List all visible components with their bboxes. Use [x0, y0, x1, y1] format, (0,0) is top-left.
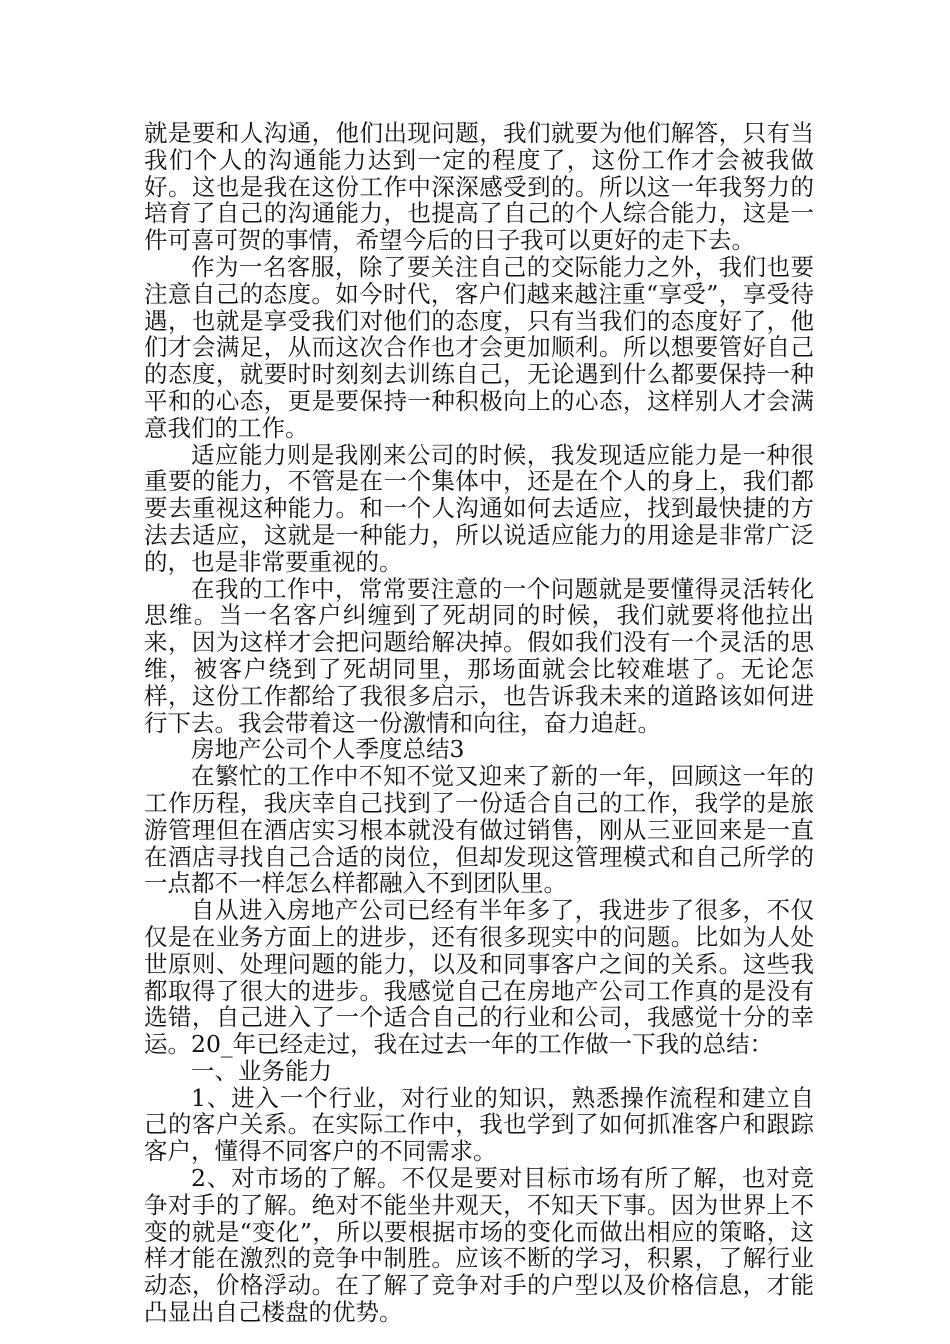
paragraph-attitude: 作为一名客服，除了要关注自己的交际能力之外，我们也要注意自己的态度。如今时代，客户们越来越注重“享受”，享受待遇，也就是享受我们对他们的态度，只有当我们的态度好了，他们才会满足，从而这次合作也才会更加顺利。所以想要管好自己的态度，就要时时刻刻去训练自己，无论遇到什么都要保持一种平和的心态，更是要保持一种积极向上的心态，这样别人才会满意我们的工作。 — [144, 252, 814, 442]
list-item-industry: 1、进入一个行业，对行业的知识，熟悉操作流程和建立自己的客户关系。在实际工作中，我也学到了如何抓准客户和跟踪客户，懂得不同客户的不同需求。 — [144, 1083, 814, 1166]
paragraph-progress: 自从进入房地产公司已经有半年多了，我进步了很多，不仅仅是在业务方面上的进步，还有很多现实中的问题。比如为人处世原则、处理问题的能力，以及和同事客户之间的关系。这些我都取得了很大的进步。我感觉自己在房地产公司工作真的是没有选错，自己进入了一个适合自己的行业和公司，我感觉十分的幸运。20_年已经走过，我在过去一年的工作做一下我的总结： — [144, 896, 814, 1059]
paragraph-flexible-thinking: 在我的工作中，常常要注意的一个问题就是要懂得灵活转化思维。当一名客户纠缠到了死胡同的时候，我们就要将他拉出来，因为这样才会把问题给解决掉。假如我们没有一个灵活的思维，被客户绕到了死胡同里，那场面就会比较难堪了。无论怎样，这份工作都给了我很多启示，也告诉我未来的道路该如何进行下去。我会带着这一份激情和向往，奋力追赶。 — [144, 574, 814, 737]
paragraph-adaptability: 适应能力则是我刚来公司的时候，我发现适应能力是一种很重要的能力，不管是在一个集体中，还是在个人的身上，我们都要去重视这种能力。和一个人沟通如何去适应，找到最快捷的方法去适应，这就是一种能力，所以说适应能力的用途是非常广泛的，也是非常要重视的。 — [144, 440, 814, 576]
section-heading: 房地产公司个人季度总结3 — [191, 735, 465, 764]
paragraph-communication: 就是要和人沟通，他们出现问题，我们就要为他们解答，只有当我们个人的沟通能力达到一定的程度了，这份工作才会被我做好。这也是我在这份工作中深深感受到的。所以这一年我努力的培育了自己的沟通能力，也提高了自己的个人综合能力，这是一件可喜可贺的事情，希望今后的日子我可以更好的走下去。 — [144, 119, 814, 255]
subheading-business-ability: 一、业务能力 — [191, 1056, 332, 1085]
paragraph-new-year: 在繁忙的工作中不知不觉又迎来了新的一年，回顾这一年的工作历程，我庆幸自己找到了一份适合自己的工作，我学的是旅游管理但在酒店实习根本就没有做过销售，刚从三亚回来是一直在酒店寻找自己合适的岗位，但却发现这管理模式和自己所学的一点都不一样怎么样都融入不到团队里。 — [144, 762, 814, 898]
document-body — [144, 120, 814, 1326]
list-item-market: 2、对市场的了解。不仅是要对目标市场有所了解，也对竞争对手的了解。绝对不能坐井观天，不知天下事。因为世界上不变的就是“变化”，所以要根据市场的变化而做出相应的策略，这样才能在激烈的竞争中制胜。应该不断的学习，积累，了解行业动态，价格浮动。在了解了竞争对手的户型以及价格信息，才能凸显出自己楼盘的优势。 — [144, 1164, 814, 1327]
